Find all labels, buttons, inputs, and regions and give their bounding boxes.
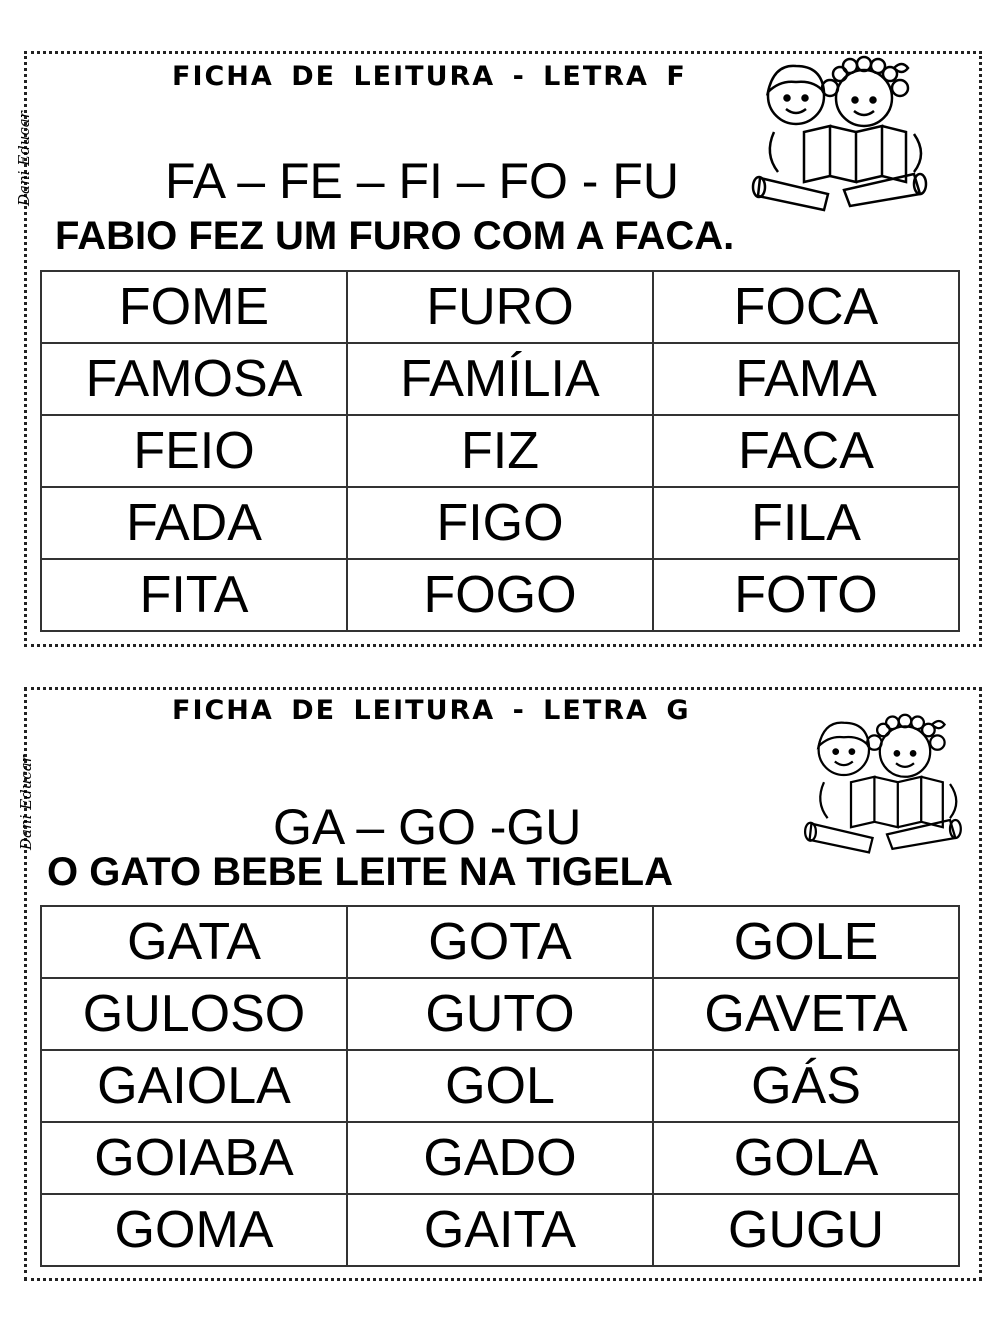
syllables-line: FA – FE – FI – FO - FU bbox=[165, 153, 679, 209]
word-cell: FOME bbox=[41, 271, 347, 343]
card-title: FICHA DE LEITURA - LETRA G bbox=[172, 695, 691, 726]
word-cell: FIZ bbox=[347, 415, 653, 487]
author-signature: Dani Educar bbox=[17, 755, 35, 850]
table-row bbox=[41, 487, 959, 559]
word-cell: GOL bbox=[347, 1050, 653, 1122]
word-cell: FOTO bbox=[653, 559, 959, 631]
word-cell: GOTA bbox=[347, 906, 653, 978]
table-row bbox=[41, 978, 959, 1050]
word-cell: FAMÍLIA bbox=[347, 343, 653, 415]
word-table bbox=[40, 270, 960, 632]
example-sentence: FABIO FEZ UM FURO COM A FACA. bbox=[55, 214, 735, 258]
word-cell: GAVETA bbox=[653, 978, 959, 1050]
word-cell: GUGU bbox=[653, 1194, 959, 1266]
syllables-line: GA – GO -GU bbox=[273, 799, 582, 855]
word-cell: FITA bbox=[41, 559, 347, 631]
reading-card-letter-f bbox=[15, 51, 982, 647]
table-row bbox=[41, 906, 959, 978]
author-signature: Dani Educar bbox=[15, 111, 33, 206]
table-row bbox=[41, 559, 959, 631]
word-cell: GATA bbox=[41, 906, 347, 978]
word-cell: GOLE bbox=[653, 906, 959, 978]
kids-reading-illustration bbox=[744, 54, 944, 214]
word-cell: FAMOSA bbox=[41, 343, 347, 415]
word-cell: GUTO bbox=[347, 978, 653, 1050]
table-row bbox=[41, 415, 959, 487]
word-cell: FAMA bbox=[653, 343, 959, 415]
word-cell: FILA bbox=[653, 487, 959, 559]
example-sentence: O GATO BEBE LEITE NA TIGELA bbox=[47, 850, 673, 894]
kids-reading-illustration bbox=[797, 694, 977, 874]
word-cell: FOCA bbox=[653, 271, 959, 343]
table-row bbox=[41, 343, 959, 415]
reading-card-letter-g bbox=[17, 687, 982, 1281]
table-row bbox=[41, 271, 959, 343]
card-title: FICHA DE LEITURA - LETRA F bbox=[172, 61, 687, 92]
word-cell: GULOSO bbox=[41, 978, 347, 1050]
word-cell: FOGO bbox=[347, 559, 653, 631]
word-table bbox=[40, 905, 960, 1267]
word-cell: FACA bbox=[653, 415, 959, 487]
word-cell: FIGO bbox=[347, 487, 653, 559]
word-cell: GOMA bbox=[41, 1194, 347, 1266]
word-cell: FURO bbox=[347, 271, 653, 343]
table-row bbox=[41, 1050, 959, 1122]
word-cell: GAIOLA bbox=[41, 1050, 347, 1122]
word-cell: GÁS bbox=[653, 1050, 959, 1122]
word-cell: FEIO bbox=[41, 415, 347, 487]
word-cell: GADO bbox=[347, 1122, 653, 1194]
word-cell: GAITA bbox=[347, 1194, 653, 1266]
word-cell: GOLA bbox=[653, 1122, 959, 1194]
word-cell: FADA bbox=[41, 487, 347, 559]
word-cell: GOIABA bbox=[41, 1122, 347, 1194]
table-row bbox=[41, 1122, 959, 1194]
table-row bbox=[41, 1194, 959, 1266]
